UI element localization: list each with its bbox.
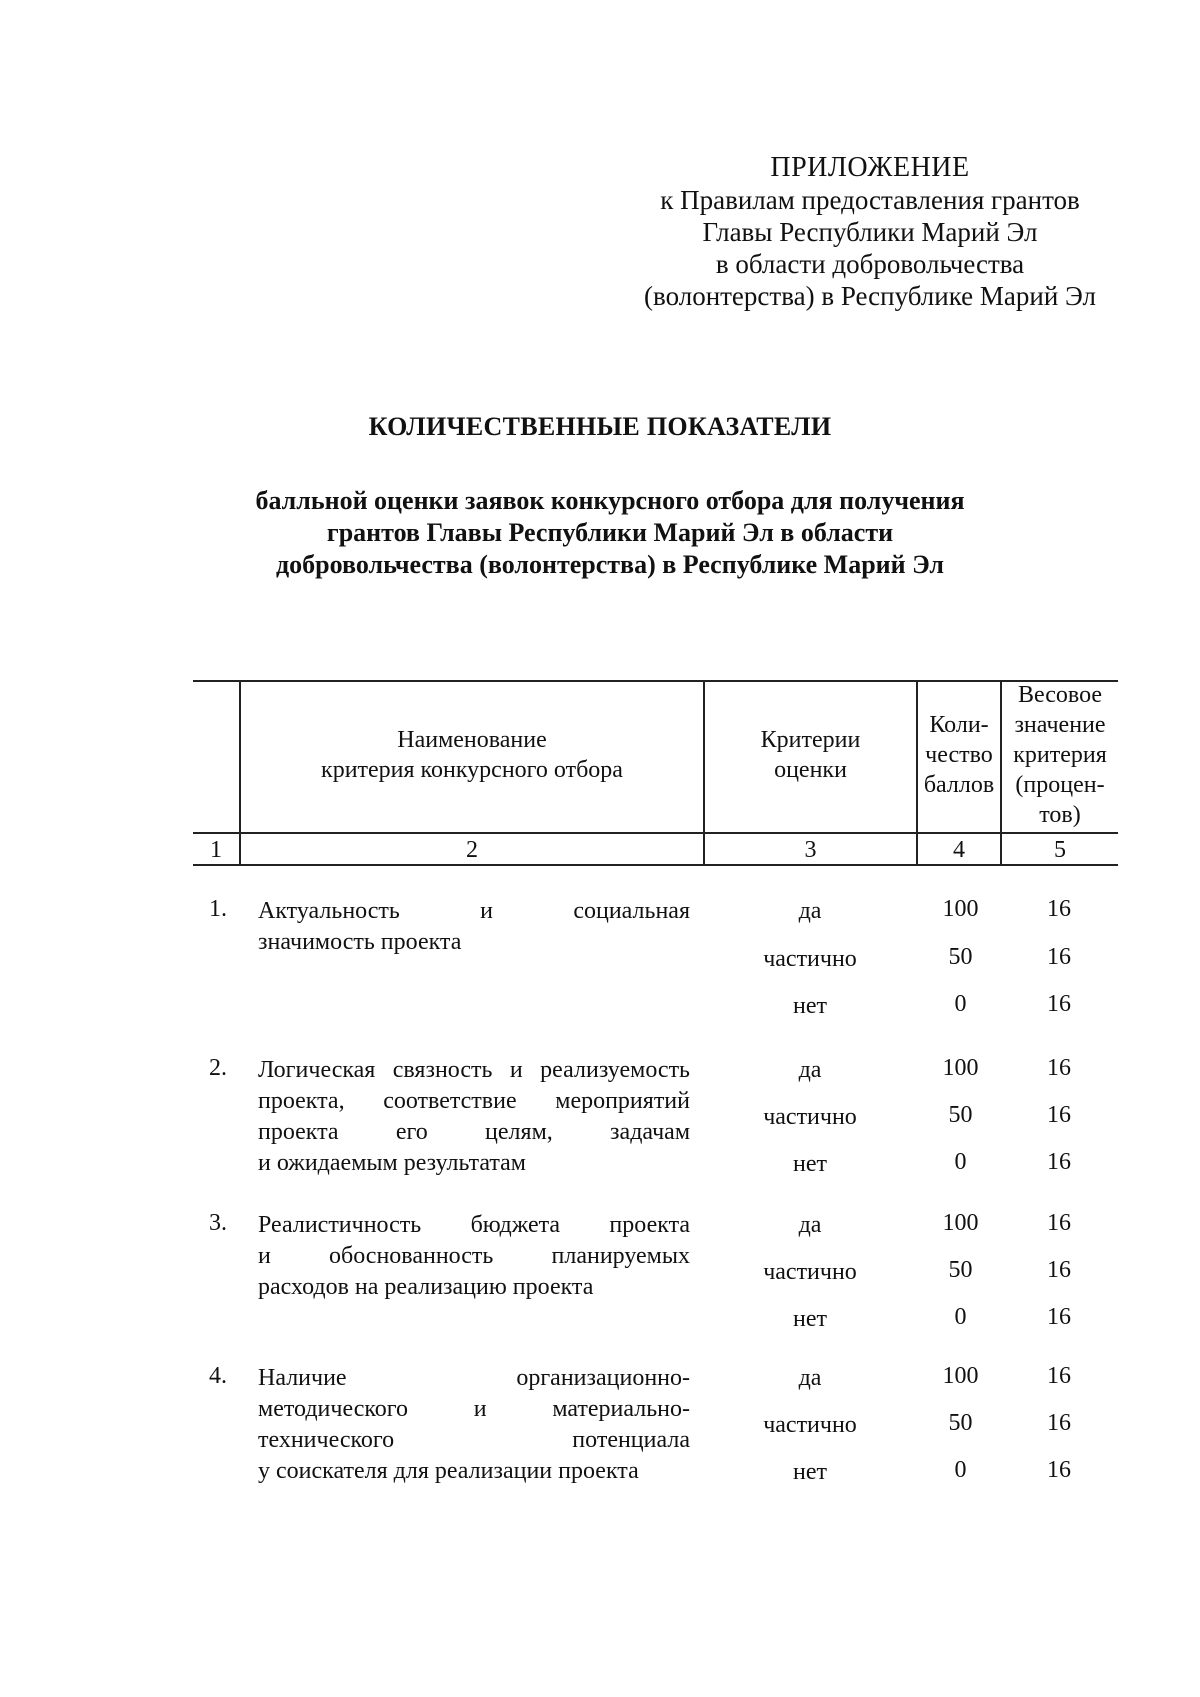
option-weight: 16 xyxy=(1047,1304,1071,1330)
option-weight: 16 xyxy=(1047,1363,1071,1389)
option-weight: 16 xyxy=(1047,896,1071,922)
option-label: да xyxy=(798,898,822,924)
header-criteria xyxy=(705,725,916,785)
option-label: нет xyxy=(793,993,827,1019)
header-text: тов) xyxy=(1039,802,1081,828)
option-label: да xyxy=(798,1212,822,1238)
column-number: 1 xyxy=(210,837,222,863)
option-label: частично xyxy=(763,946,857,972)
header-text: Весовое xyxy=(1017,682,1103,708)
option-points: 0 xyxy=(954,991,967,1017)
criterion-line: и обоснованность планируемых xyxy=(258,1243,690,1269)
criterion-line: Актуальность и социальная xyxy=(258,898,690,924)
criterion-line: Логическая связность и реализуемость xyxy=(258,1057,690,1083)
option-points: 100 xyxy=(942,1055,979,1081)
table-header xyxy=(193,680,1118,866)
header-middle-rule xyxy=(193,832,1118,834)
header-weight xyxy=(1002,680,1118,830)
appendix-line: в области добровольчества xyxy=(715,249,1025,279)
header-text: значение xyxy=(1014,712,1106,738)
criterion-name xyxy=(258,1363,690,1487)
criterion-line: проекта его целям, задачам xyxy=(258,1119,690,1145)
header-text: чество xyxy=(925,742,993,768)
criterion-name xyxy=(258,896,690,958)
appendix-block xyxy=(620,152,1120,312)
option-label: да xyxy=(798,1365,822,1391)
option-points: 100 xyxy=(942,1363,979,1389)
header-text: оценки xyxy=(774,757,847,783)
header-text: Наименование xyxy=(397,727,547,753)
option-weight: 16 xyxy=(1047,1210,1071,1236)
header-text: (процен- xyxy=(1015,772,1105,798)
subtitle-line: грантов Главы Республики Марий Эл в области xyxy=(326,518,894,547)
header-top-rule xyxy=(193,680,1118,682)
row-number: 2. xyxy=(209,1055,227,1081)
column-number: 3 xyxy=(804,837,817,863)
column-number: 4 xyxy=(953,837,965,863)
option-weight: 16 xyxy=(1047,1149,1071,1175)
option-weight: 16 xyxy=(1047,1410,1071,1436)
criterion-name xyxy=(258,1055,690,1179)
appendix-line: (волонтерства) в Республике Марий Эл xyxy=(644,281,1096,311)
option-points: 50 xyxy=(948,1410,973,1436)
option-label: частично xyxy=(763,1412,857,1438)
document-subtitle xyxy=(180,485,1040,581)
option-weight: 16 xyxy=(1047,1257,1071,1283)
criterion-line: проекта, соответствие мероприятий xyxy=(258,1088,690,1114)
option-points: 0 xyxy=(954,1304,967,1330)
option-label: частично xyxy=(763,1259,857,1285)
header-text: Критерии xyxy=(760,727,861,753)
option-label: нет xyxy=(793,1151,827,1177)
option-points: 0 xyxy=(954,1457,967,1483)
option-points: 0 xyxy=(954,1149,967,1175)
option-points: 50 xyxy=(948,1257,973,1283)
header-text: критерия xyxy=(1013,742,1107,768)
option-weight: 16 xyxy=(1047,991,1071,1017)
criterion-line: методического и материально- xyxy=(258,1396,690,1422)
header-criterion-name xyxy=(241,725,703,785)
header-points xyxy=(918,710,1000,800)
column-number: 5 xyxy=(1054,837,1066,863)
header-text: критерия конкурсного отбора xyxy=(321,757,623,783)
subtitle-line: добровольчества (волонтерства) в Республике Марий Эл xyxy=(276,550,944,579)
appendix-title: ПРИЛОЖЕНИЕ xyxy=(770,152,970,183)
row-number: 1. xyxy=(209,896,227,922)
criterion-line: и ожидаемым результатам xyxy=(258,1150,526,1176)
criterion-line: у соискателя для реализации проекта xyxy=(258,1458,639,1484)
option-points: 100 xyxy=(942,896,979,922)
subtitle-line: балльной оценки заявок конкурсного отбора для получения xyxy=(255,486,965,515)
option-points: 50 xyxy=(948,1102,973,1128)
header-text: Коли- xyxy=(929,712,989,738)
criterion-line: расходов на реализацию проекта xyxy=(258,1274,594,1300)
column-number: 2 xyxy=(466,837,478,863)
criterion-line: значимость проекта xyxy=(258,929,462,955)
document-title: КОЛИЧЕСТВЕННЫЕ ПОКАЗАТЕЛИ xyxy=(368,412,832,441)
option-label: да xyxy=(798,1057,822,1083)
option-label: частично xyxy=(763,1104,857,1130)
appendix-line: к Правилам предоставления грантов xyxy=(660,185,1080,215)
row-number: 4. xyxy=(209,1363,227,1389)
option-weight: 16 xyxy=(1047,1055,1071,1081)
option-weight: 16 xyxy=(1047,1102,1071,1128)
option-weight: 16 xyxy=(1047,944,1071,970)
option-label: нет xyxy=(793,1459,827,1485)
row-number: 3. xyxy=(209,1210,227,1236)
option-points: 100 xyxy=(942,1210,979,1236)
option-label: нет xyxy=(793,1306,827,1332)
criterion-name xyxy=(258,1210,690,1303)
option-points: 50 xyxy=(948,944,973,970)
appendix-line: Главы Республики Марий Эл xyxy=(702,217,1038,247)
criterion-line: Наличие организационно- xyxy=(258,1365,690,1391)
criterion-line: Реалистичность бюджета проекта xyxy=(258,1212,690,1238)
criterion-line: технического потенциала xyxy=(258,1427,690,1453)
header-text: баллов xyxy=(923,772,995,798)
option-weight: 16 xyxy=(1047,1457,1071,1483)
